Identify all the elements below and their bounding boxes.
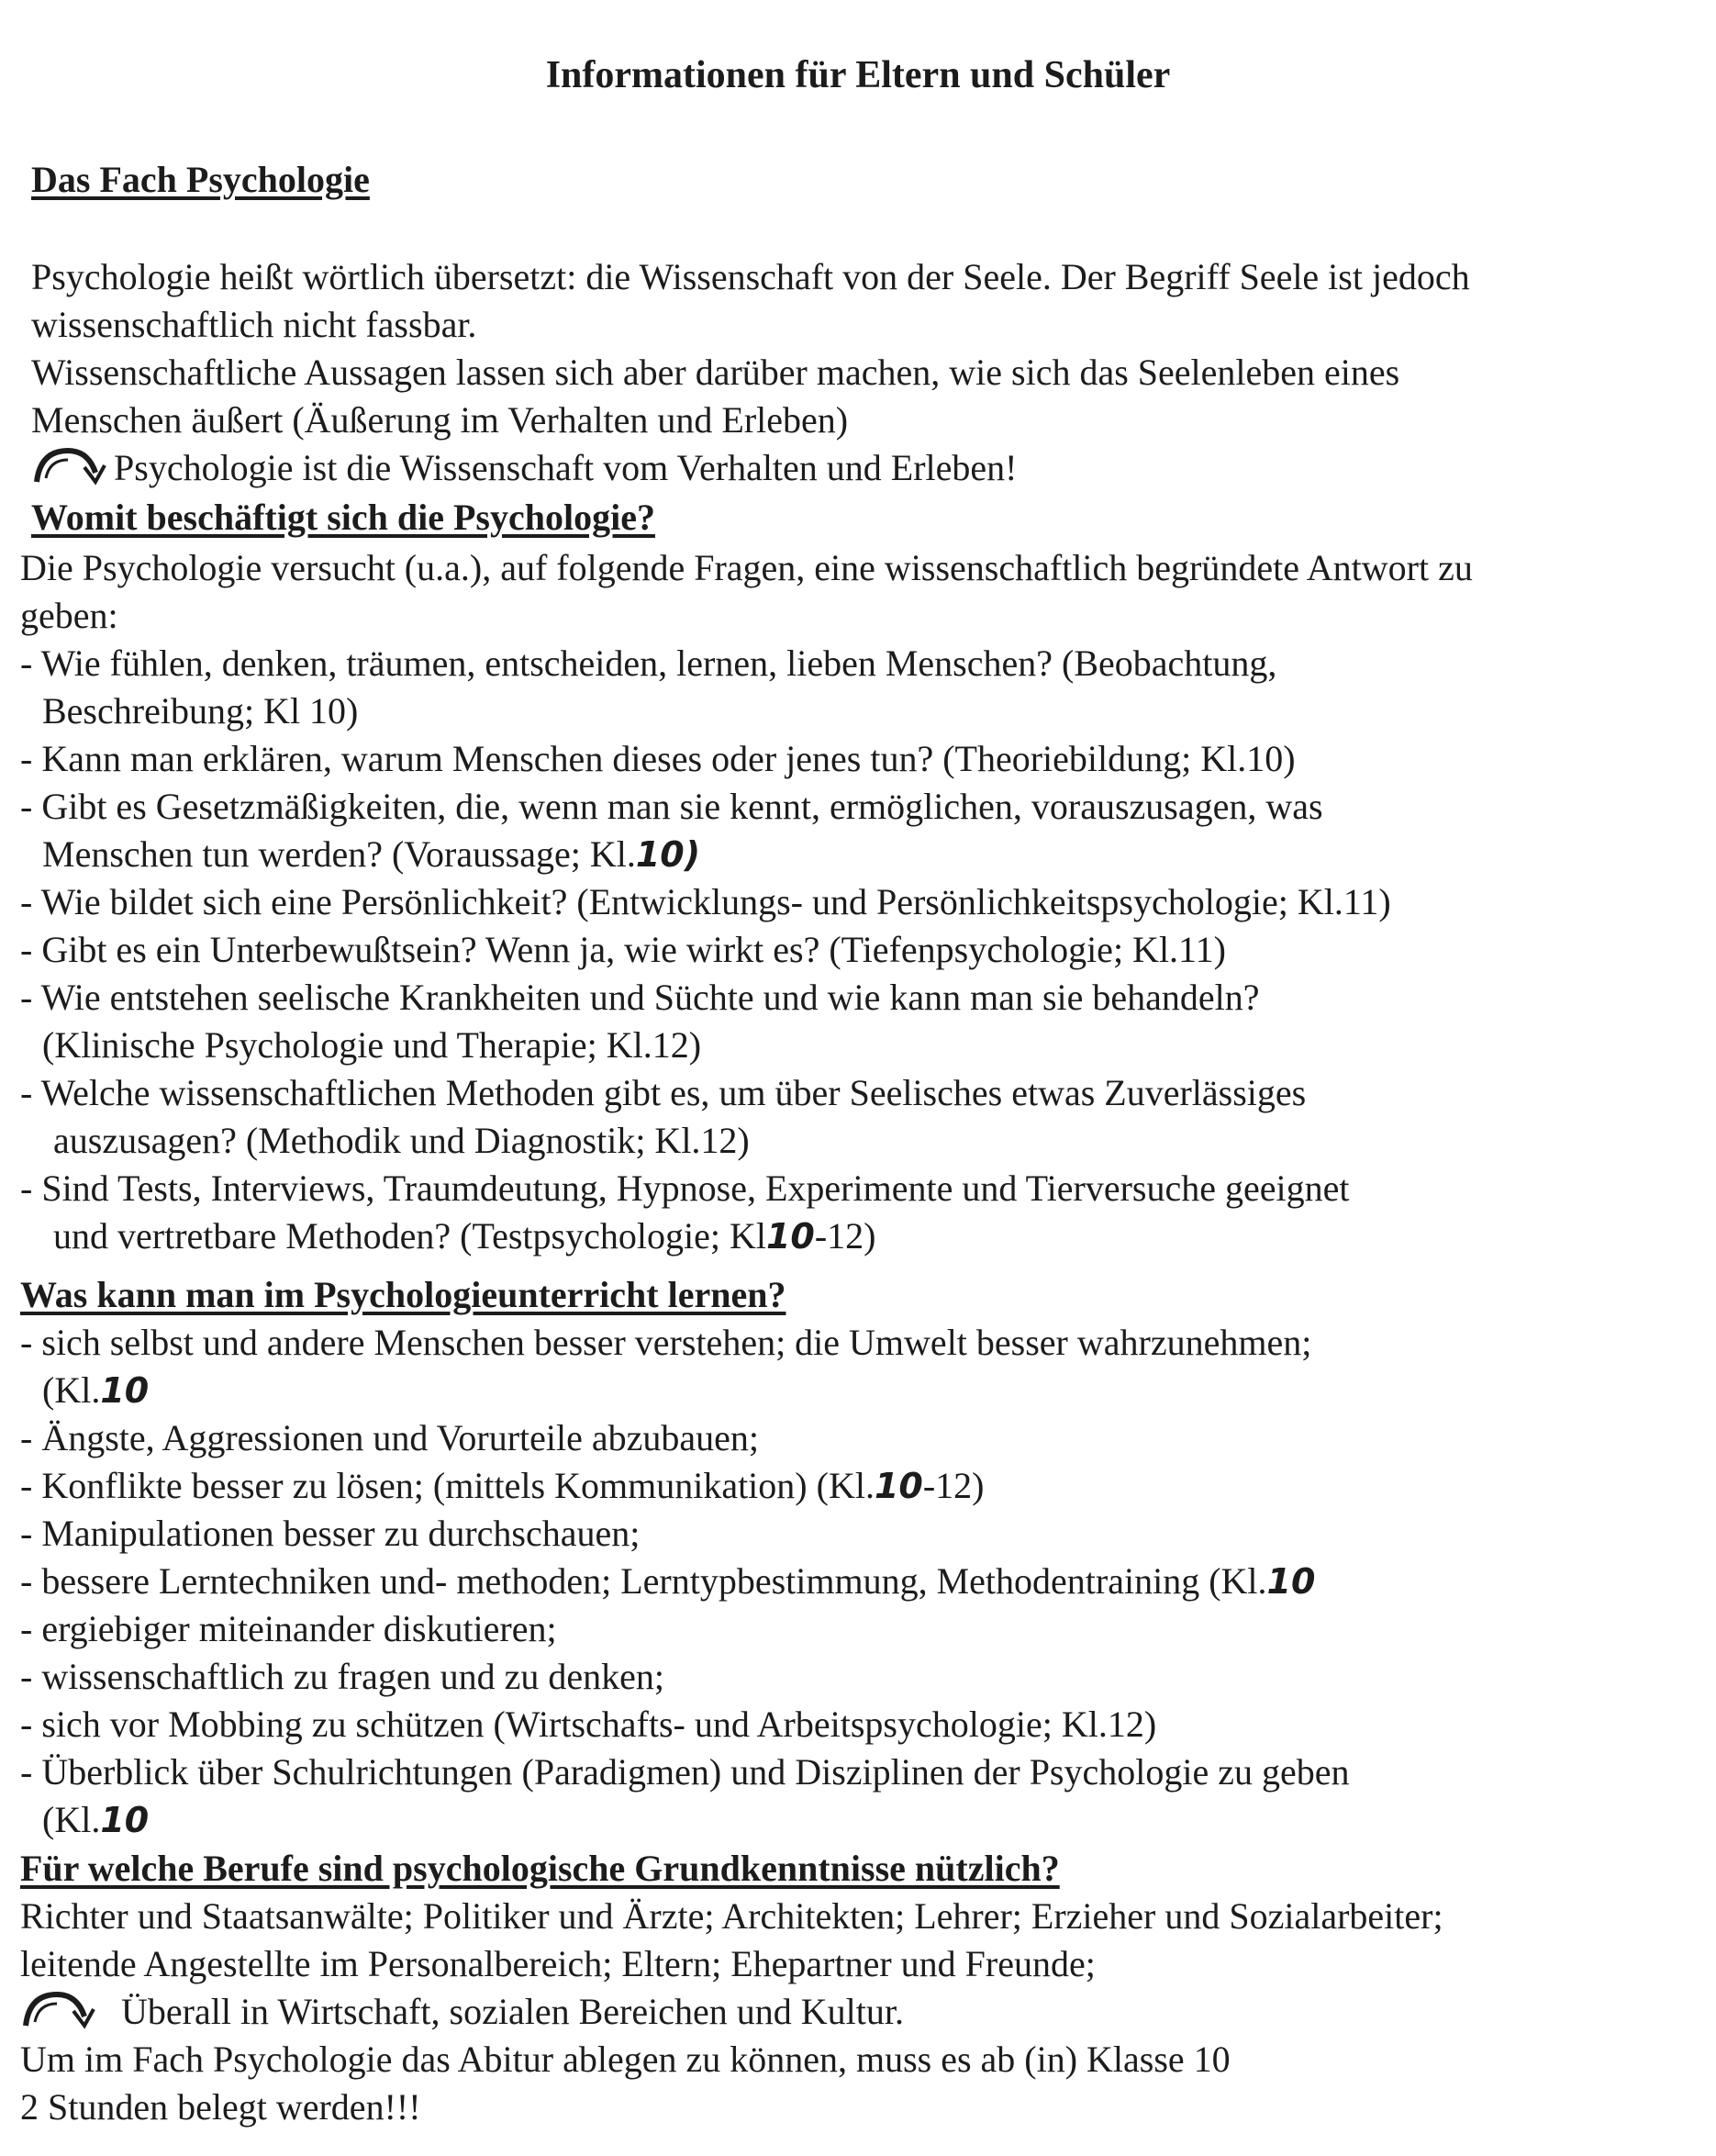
text-line: Menschen äußert (Äußerung im Verhalten und Erleben) [31,399,849,441]
conclusion-line [20,1988,1443,2036]
heading-womit: Womit beschäftigt sich die Psychologie? [31,497,655,538]
list-item-cont [20,831,1473,878]
heading-was-kann-man: Was kann man im Psychologieunterricht lernen? [20,1274,786,1315]
list-item-text: - Konflikte besser zu lösen; (mittels Kommunikation) (Kl. [20,1465,875,1506]
list-item: - Kann man erklären, warum Menschen dieses oder jenes tun? (Theoriebildung; Kl.10) [20,738,1296,779]
document-title: Informationen für Eltern und Schüler [545,54,1171,96]
handwritten-note: 10 [765,1216,815,1257]
list-item-cont [20,1367,1350,1414]
section2-text [20,544,1473,1260]
list-item: - Gibt es ein Unterbewußtsein? Wenn ja, wie wirkt es? (Tiefenpsychologie; Kl.11) [20,929,1226,970]
curved-arrow-icon [20,1989,99,2029]
text-line: leitende Angestellte im Personalbereich; Eltern; Ehepartner und Freunde; [20,1943,1096,1984]
curved-arrow-icon [31,445,110,486]
section4-text [20,1893,1443,2131]
list-item: - Wie entstehen seelische Krankheiten und Süchte und wie kann man sie behandeln? [20,977,1260,1018]
list-item-cont [20,1212,1473,1260]
list-item-text: Menschen tun werden? (Voraussage; Kl. [42,833,636,875]
list-item: - Sind Tests, Interviews, Traumdeutung, Hypnose, Experimente und Tierversuche geeignet [20,1167,1350,1209]
handwritten-note: 10 [100,1370,150,1411]
list-item: - Wie fühlen, denken, träumen, entscheiden, lernen, lieben Menschen? (Beobachtung, [20,642,1277,684]
text-line: Richter und Staatsanwälte; Politiker und Ärzte; Architekten; Lehrer; Erzieher und Sozialarbeiter; [20,1895,1443,1937]
text-line: Psychologie heißt wörtlich übersetzt: die Wissenschaft von der Seele. Der Begriff Seele ist jedoch [31,256,1470,297]
conclusion-text: Überall in Wirtschaft, sozialen Bereichen und Kultur. [121,1991,904,2032]
conclusion-line [31,444,1470,492]
handwritten-note: 10) [635,834,701,875]
text-line: Wissenschaftliche Aussagen lassen sich aber darüber machen, wie sich das Seelenleben eines [31,352,1400,393]
list-item: - sich selbst und andere Menschen besser verstehen; die Umwelt besser wahrzunehmen; [20,1322,1312,1363]
intro-line: geben: [20,595,118,636]
list-item-cont: auszusagen? (Methodik und Diagnostik; Kl.12) [53,1120,750,1161]
list-item: - Ängste, Aggressionen und Vorurteile abzubauen; [20,1417,760,1458]
closing-line: Um im Fach Psychologie das Abitur ablegen zu können, muss es ab (in) Klasse 10 [20,2039,1231,2080]
list-item: - Überblick über Schulrichtungen (Paradigmen) und Disziplinen der Psychologie zu geben [20,1751,1350,1793]
intro-line: Die Psychologie versucht (u.a.), auf folgende Fragen, eine wissenschaftlich begründete Antwort zu [20,547,1473,588]
list-item: - Manipulationen besser zu durchschauen; [20,1513,641,1554]
heading-berufe: Für welche Berufe sind psychologische Grundkenntnisse nützlich? [20,1848,1060,1889]
handwritten-note: 10 [874,1466,923,1506]
closing-line: 2 Stunden belegt werden!!! [20,2086,421,2128]
list-item-cont: (Klinische Psychologie und Therapie; Kl.12) [42,1024,702,1066]
list-item-text: - bessere Lerntechniken und- methoden; Lerntypbestimmung, Methodentraining (Kl. [20,1560,1267,1602]
list-item: - Wie bildet sich eine Persönlichkeit? (Entwicklungs- und Persönlichkeitspsychologie; Kl.11) [20,881,1391,922]
list-item: - Gibt es Gesetzmäßigkeiten, die, wenn man sie kennt, ermöglichen, vorauszusagen, was [20,786,1323,827]
conclusion-text: Psychologie ist die Wissenschaft vom Verhalten und Erleben! [114,447,1018,488]
section3-text [20,1319,1350,1844]
list-item-cont [20,1796,1350,1844]
list-item: - wissenschaftlich zu fragen und zu denken; [20,1656,664,1697]
list-item-text: -12) [814,1215,876,1257]
heading-das-fach: Das Fach Psychologie [31,159,370,200]
handwritten-note: 10 [100,1800,150,1840]
list-item-cont: Beschreibung; Kl 10) [42,690,359,732]
list-item-text: -12) [922,1465,985,1506]
list-item: - ergiebiger miteinander diskutieren; [20,1608,557,1649]
text-line: wissenschaftlich nicht fassbar. [31,304,477,345]
list-item: - Welche wissenschaftlichen Methoden gibt es, um über Seelisches etwas Zuverlässiges [20,1072,1307,1113]
handwritten-note: 10 [1266,1561,1316,1602]
list-item: - sich vor Mobbing zu schützen (Wirtschafts- und Arbeitspsychologie; Kl.12) [20,1704,1157,1745]
list-item-text: und vertretbare Methoden? (Testpsychologie; Kl [53,1215,766,1257]
section1-text [31,253,1470,492]
list-item-text: (Kl. [42,1369,101,1411]
list-item [20,1462,1350,1510]
list-item [20,1558,1350,1605]
list-item-text: (Kl. [42,1799,101,1840]
